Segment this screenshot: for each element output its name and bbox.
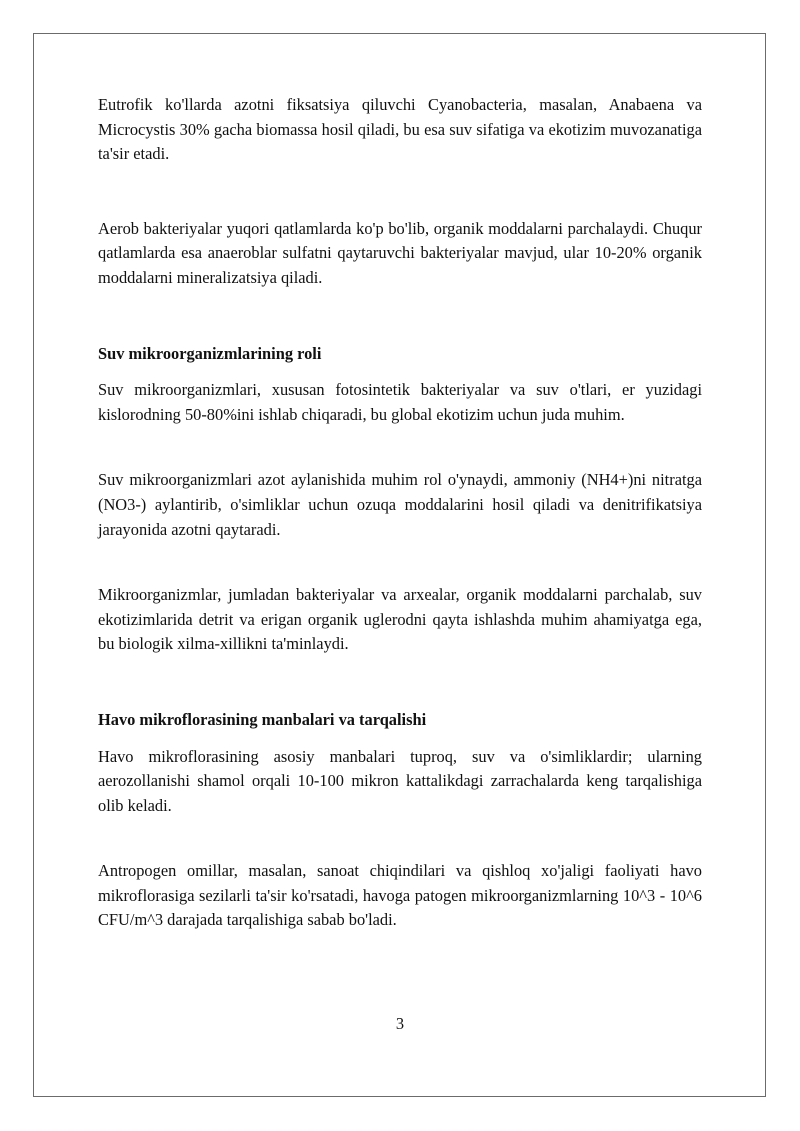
paragraph-organic-decomposition: Mikroorganizmlar, jumladan bakteriyalar va arxealar, organik moddalarni parchalab, suv ekotizimlarida detrit va erigan organik uglerodni qayta ishlashda muhim ahamiyatga ega, bu biologik xilma-xillikni ta'minlaydi. — [98, 585, 702, 654]
paragraph-oxygen-production: Suv mikroorganizmlari, xususan fotosintetik bakteriyalar va suv o'tlari, er yuzidagi kislorodning 50-80%ini ishlab chiqaradi, bu global ekotizim uchun juda muhim. — [98, 380, 702, 424]
paragraph-anthropogenic-factors: Antropogen omillar, masalan, sanoat chiqindilari va qishloq xo'jaligi faoliyati havo mikroflorasiga sezilarli ta'sir ko'rsatadi, havoga patogen mikroorganizmlarning 10^3 - 10^6 CFU/m^3 darajada tarqalishiga sabab bo'ladi. — [98, 861, 702, 930]
page-number: 3 — [395, 1014, 405, 1033]
section-heading-air-microflora: Havo mikroflorasining manbalari va tarqalishi — [98, 709, 427, 729]
paragraph-aerobic-bacteria: Aerob bakteriyalar yuqori qatlamlarda ko'p bo'lib, organik moddalarni parchalaydi. Chuqur qatlamlarda esa anaeroblar sulfatni qaytaruvchi bakteriyalar mavjud, ular 10-20% organik moddalarni mineralizatsiya qiladi. — [98, 218, 702, 287]
paragraph-air-microflora-sources: Havo mikroflorasining asosiy manbalari tuproq, suv va o'simliklardir; ularning aerozollanishi shamol orqali 10-100 mikron kattalikdagi zarrachalarda keng tarqalishiga olib keladi. — [98, 746, 702, 815]
section-heading-water-microorganisms: Suv mikroorganizmlarining roli — [98, 343, 322, 363]
paragraph-eutrophic-lakes: Eutrofik ko'llarda azotni fiksatsiya qiluvchi Cyanobacteria, masalan, Anabaena va Microcystis 30% gacha biomassa hosil qiladi, bu esa suv sifatiga va ekotizim muvozanatiga ta'sir etadi. — [98, 95, 702, 164]
page-content — [98, 93, 702, 933]
paragraph-nitrogen-cycle: Suv mikroorganizmlari azot aylanishida muhim rol o'ynaydi, ammoniy (NH4+)ni nitratga (NO3-) aylantirib, o'simliklar uchun ozuqa moddalarini hosil qiladi va denitrifikatsiya jarayonida azotni qaytaradi. — [98, 470, 702, 539]
